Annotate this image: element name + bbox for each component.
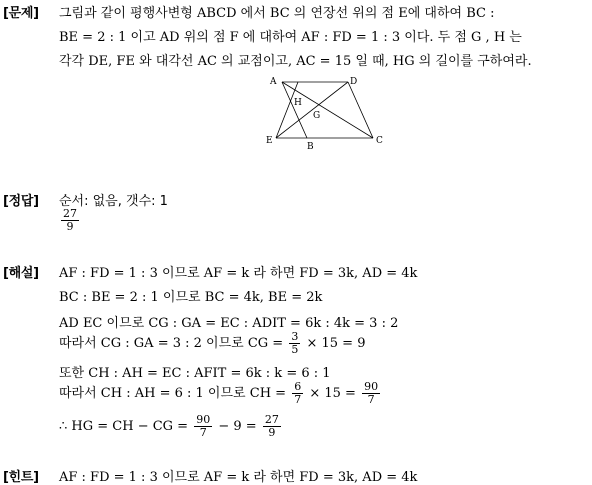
problem-label: [문제]	[3, 6, 39, 21]
parallelogram-figure	[260, 72, 400, 152]
fraction-numerator: 90	[196, 413, 211, 426]
fraction-denominator: 9	[268, 426, 276, 439]
explanation-line-4-tail: × 15 = 9	[306, 336, 366, 351]
problem-line-2: BE = 2 : 1 이고 AD 위의 점 F 에 대하여 AF : FD = 1 : 3 이다. 두 점 G , H 는	[59, 30, 522, 45]
fraction-denominator: 7	[294, 393, 302, 406]
fraction-numerator: 27	[264, 413, 279, 426]
explanation-line-3: AD EC 이므로 CG : GA = EC : ADIT = 6k : 4k = 3 : 2	[59, 316, 399, 331]
fraction-numerator: 90	[364, 380, 379, 393]
explanation-line-1: AF : FD = 1 : 3 이므로 AF = k 라 하면 FD = 3k, AD = 4k	[59, 266, 418, 281]
problem-line-1: 그림과 같이 평행사변형 ABCD 에서 BC 의 연장선 위의 점 E에 대하여 BC :	[59, 6, 495, 21]
answer-denominator: 9	[66, 220, 74, 233]
hint-label: [힌트]	[3, 470, 39, 485]
explanation-line-6	[59, 381, 382, 406]
explanation-line-4	[59, 331, 365, 356]
explanation-label: [해설]	[3, 266, 39, 281]
answer-label: [정답]	[3, 194, 39, 209]
point-B: B	[307, 142, 314, 152]
point-E: E	[266, 136, 273, 146]
point-D: D	[350, 77, 358, 87]
point-G: G	[313, 111, 321, 121]
fraction-denominator: 7	[367, 393, 375, 406]
fraction-denominator: 5	[291, 343, 299, 356]
explanation-line-6-mid: × 15 =	[309, 386, 356, 401]
answer-meta: 순서: 없음, 갯수: 1	[59, 194, 168, 209]
explanation-line-6-text: 따라서 CH : AH = 6 : 1 이므로 CH =	[59, 386, 287, 401]
fraction-numerator: 6	[294, 380, 302, 393]
point-C: C	[376, 136, 383, 146]
explanation-line-2: BC : BE = 2 : 1 이므로 BC = 4k, BE = 2k	[59, 290, 323, 305]
problem-line-3: 각각 DE, FE 와 대각선 AC 의 교점이고, AC = 15 일 때, HG 의 길이를 구하여라.	[59, 54, 532, 69]
fraction-numerator: 3	[291, 330, 299, 343]
explanation-line-4-text: 따라서 CG : GA = 3 : 2 이므로 CG =	[59, 336, 284, 351]
explanation-line-7-mid: − 9 =	[218, 419, 257, 434]
fraction-denominator: 7	[199, 426, 207, 439]
point-A: A	[270, 77, 277, 87]
point-H: H	[294, 98, 302, 108]
answer-numerator: 27	[63, 207, 77, 220]
explanation-line-7-text: ∴ HG = CH − CG =	[59, 419, 189, 434]
explanation-line-7	[59, 414, 283, 439]
answer-value	[59, 208, 81, 233]
explanation-line-5: 또한 CH : AH = EC : AFIT = 6k : k = 6 : 1	[59, 366, 331, 381]
hint-line: AF : FD = 1 : 3 이므로 AF = k 라 하면 FD = 3k, AD = 4k	[59, 470, 418, 485]
